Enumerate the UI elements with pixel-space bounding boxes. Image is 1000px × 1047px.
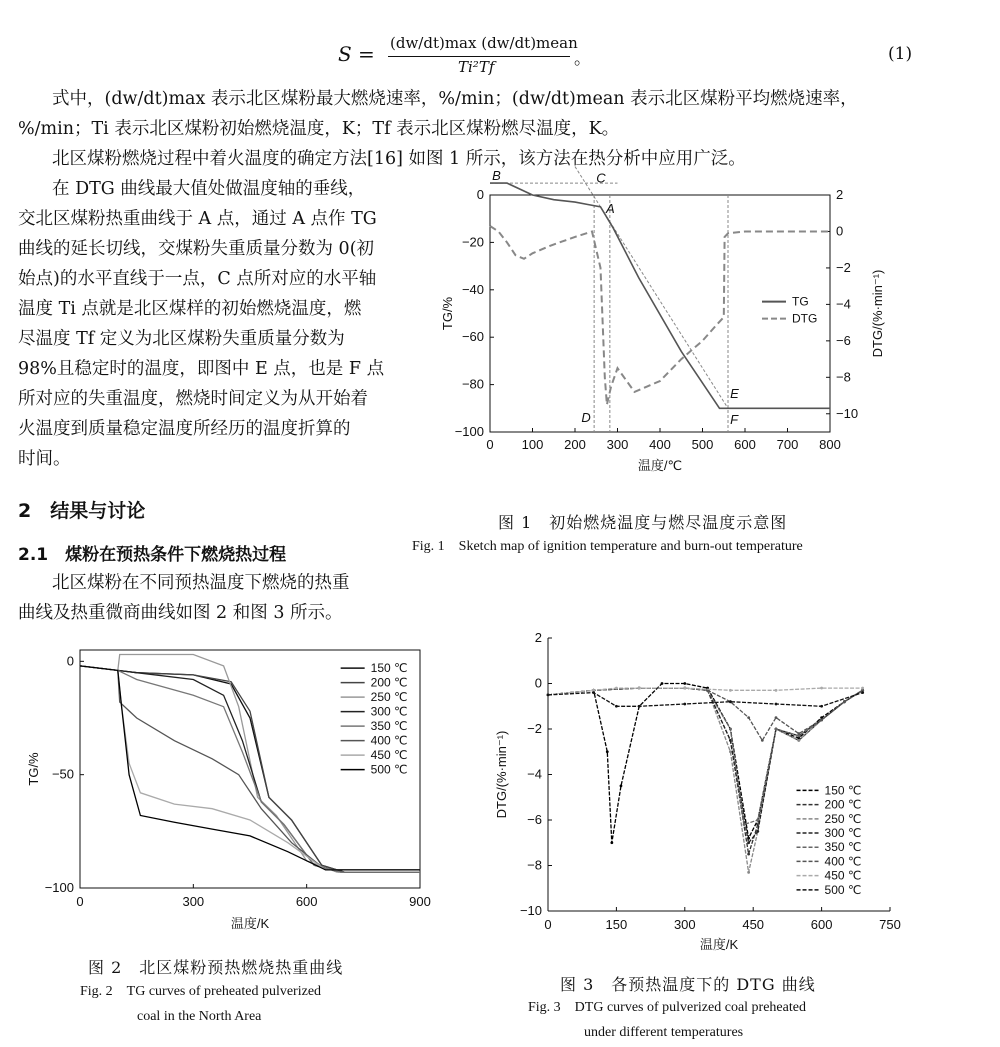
paragraph-3-line: 时间。 [18, 449, 71, 469]
x-tick-label: 900 [409, 894, 431, 909]
figure-1-chart [430, 168, 900, 485]
formula-denominator: Ti²Tf [458, 58, 495, 76]
paragraph-4 [18, 568, 418, 628]
series-line [548, 688, 863, 854]
x-tick-label: 0 [544, 917, 552, 932]
legend-label: 250 ℃ [824, 811, 862, 826]
legend-label: TG [792, 294, 809, 309]
point-label-e: E [730, 386, 739, 402]
series-point [797, 739, 800, 742]
x-tick-label: 100 [521, 437, 544, 452]
x-tick-label: 700 [776, 437, 799, 452]
series-point [615, 705, 618, 708]
y-tick-label: −2 [527, 721, 542, 736]
legend-label: 450 ℃ [370, 748, 408, 763]
y-tick-label-left: −20 [461, 234, 484, 250]
series-point [775, 703, 778, 706]
paragraph-3-line: 98%且稳定时的温度，即图中 E 点，也是 F 点 [18, 359, 385, 379]
y-tick-label: 2 [534, 630, 542, 645]
paragraph-3-line: 所对应的失重温度，燃烧时间定义为从开始着 [18, 389, 368, 409]
point-label-a: A [606, 201, 615, 217]
series-point [729, 700, 732, 703]
y-tick-label: −100 [44, 880, 74, 895]
series-line [548, 688, 863, 843]
legend-label: 350 ℃ [370, 719, 408, 734]
figure-3-caption-en-2: under different temperatures [584, 1025, 744, 1040]
series-point [729, 750, 732, 753]
series-point [683, 682, 686, 685]
y-axis-label: DTG/(%·min⁻¹) [494, 730, 509, 819]
legend-label: 500 ℃ [370, 762, 408, 777]
y-tick-label-left: −80 [461, 376, 484, 392]
series-point [861, 691, 864, 694]
x-tick-label: 150 [605, 917, 628, 932]
y-tick-label-left: 0 [476, 187, 484, 202]
legend-label: 150 ℃ [824, 783, 862, 798]
x-tick-label: 600 [810, 917, 833, 932]
series-point [797, 732, 800, 735]
paragraph-1b: %/min；Ti 表示北区煤粉初始燃烧温度，K；Tf 表示北区煤粉燃尽温度，K。 [18, 119, 620, 139]
y-tick-label-left: −40 [461, 281, 484, 297]
point-label-c: C [596, 170, 606, 186]
figure-3-chart [490, 630, 910, 955]
x-tick-label: 600 [295, 894, 318, 909]
x-tick-label: 600 [734, 437, 756, 452]
series-point [729, 728, 732, 731]
paragraph-3-line: 始点)的水平直线于一点，C 点所对应的水平轴 [18, 269, 377, 289]
y-tick-label-right: −4 [836, 296, 851, 312]
paragraph-3-line: 火温度到质量稳定温度所经历的温度折算的 [18, 419, 351, 439]
y-tick-label: −6 [527, 812, 542, 827]
figure-1-caption-en: Fig. 1 Sketch map of ignition temperature and burn-out temperature [412, 539, 803, 554]
y-tick-label-left: −60 [461, 329, 484, 345]
y-tick-label: 0 [66, 653, 74, 669]
legend-label: 300 ℃ [824, 826, 862, 841]
paragraph-1a: 式中，(dw/dt)max 表示北区煤粉最大燃烧速率，%/min；(dw/dt)mean 表示北区煤粉平均燃烧速率， [52, 89, 858, 109]
y-tick-label: −50 [51, 766, 74, 782]
series-point [606, 750, 609, 753]
series-point [761, 739, 764, 742]
series-point [775, 689, 778, 692]
legend-label: 500 ℃ [824, 882, 862, 897]
formula-lhs: S = [338, 42, 375, 66]
x-tick-label: 300 [182, 894, 205, 909]
series-point [775, 728, 778, 731]
x-tick-label: 750 [879, 917, 901, 932]
series-point [729, 689, 732, 692]
x-axis-label: 温度/K [699, 937, 739, 952]
paragraph-3-line: 尽温度 Tf 定义为北区煤粉失重质量分数为 [18, 329, 345, 349]
figure-2-chart [20, 640, 440, 940]
point-label-d: D [581, 409, 591, 425]
series-line [548, 688, 863, 872]
legend-label: 150 ℃ [370, 661, 408, 676]
paragraph-2: 北区煤粉燃烧过程中着火温度的确定方法[16] 如图 1 所示，该方法在热分析中应用广泛。 [52, 149, 746, 169]
legend-label: 200 ℃ [370, 675, 408, 690]
figure-1-caption-cn: 图 1 初始燃烧温度与燃尽温度示意图 [498, 513, 788, 532]
y-tick-label-left: −100 [454, 424, 484, 439]
series-line-tg [490, 183, 830, 408]
legend-label: 250 ℃ [370, 690, 408, 705]
series-point [775, 716, 778, 719]
series-point [820, 687, 823, 690]
formula [338, 36, 958, 86]
x-axis-label: 温度/K [230, 916, 270, 931]
legend-label: 400 ℃ [370, 733, 408, 748]
series-point [820, 705, 823, 708]
series-point [615, 687, 618, 690]
point-label-b: B [492, 168, 501, 184]
y-tick-label: −10 [519, 903, 542, 918]
y-tick-label-right: −2 [836, 259, 851, 275]
legend-label: 450 ℃ [824, 868, 862, 883]
legend-label: 350 ℃ [824, 840, 862, 855]
x-tick-label: 800 [819, 437, 841, 452]
paragraph-3-line: 温度 Ti 点就是北区煤样的初始燃烧温度，燃 [18, 299, 362, 319]
formula-numerator: (dw/dt)max (dw/dt)mean [390, 34, 578, 52]
formula-end: 。 [574, 49, 591, 69]
series-point [743, 823, 746, 826]
y-axis-label: TG/% [26, 752, 41, 786]
y-tick-label-right: −10 [836, 405, 859, 421]
fraction-bar [388, 56, 570, 57]
y-axis-label-left: TG/% [440, 296, 455, 331]
series-point [843, 700, 846, 703]
legend-label: 200 ℃ [824, 797, 862, 812]
figure-2-caption-en-1: Fig. 2 TG curves of preheated pulverized [80, 984, 322, 999]
paragraph-3-line: 交北区煤粉热重曲线于 A 点，通过 A 点作 TG [18, 209, 377, 229]
series-point [661, 682, 664, 685]
series-point [861, 687, 864, 690]
figure-3-caption-cn: 图 3 各预热温度下的 DTG 曲线 [560, 975, 816, 994]
x-tick-label: 300 [606, 437, 629, 452]
paragraph-4-line: 北区煤粉在不同预热温度下燃烧的热重 [52, 573, 350, 593]
series-point [747, 853, 750, 856]
subsection-title: 2.1 煤粉在预热条件下燃烧热过程 [18, 545, 287, 565]
legend-label: 300 ℃ [370, 704, 408, 719]
x-tick-label: 300 [673, 917, 696, 932]
paragraph-3-line: 在 DTG 曲线最大值处做温度轴的垂线， [52, 179, 366, 199]
y-axis-label-right: DTG/(%·min⁻¹) [870, 269, 885, 358]
point-label-f: F [730, 412, 739, 428]
x-tick-label: 500 [691, 437, 714, 452]
series-point [592, 691, 595, 694]
legend-label: 400 ℃ [824, 854, 862, 869]
y-tick-label: −8 [527, 857, 542, 873]
x-tick-label: 0 [76, 894, 84, 909]
legend-label: DTG [792, 311, 818, 326]
series-point [756, 819, 759, 822]
tangent-line [575, 167, 728, 409]
y-tick-label-right: 2 [836, 187, 844, 202]
figure-2-caption-en-2: coal in the North Area [137, 1009, 262, 1024]
series-point [547, 693, 550, 696]
x-tick-label: 0 [486, 437, 494, 452]
series-point [747, 871, 750, 874]
figure-3-caption-en-1: Fig. 3 DTG curves of pulverized coal preheated [528, 1000, 806, 1015]
series-point [683, 687, 686, 690]
series-point [747, 716, 750, 719]
series-point [820, 719, 823, 722]
series-point [683, 703, 686, 706]
paragraph-3 [18, 174, 418, 474]
series-point [610, 841, 613, 844]
x-tick-label: 450 [742, 917, 765, 932]
figure-2-caption-cn: 图 2 北区煤粉预热燃烧热重曲线 [88, 958, 344, 977]
paragraph-3-line: 曲线的延长切线，交煤粉失重质量分数为 0(初 [18, 239, 375, 259]
y-tick-label: 0 [534, 675, 542, 691]
y-tick-label-right: −8 [836, 369, 851, 385]
series-point [638, 705, 641, 708]
section-title: 2 结果与讨论 [18, 500, 146, 522]
series-point [638, 687, 641, 690]
x-axis-label: 温度/℃ [637, 458, 683, 473]
equation-number: (1) [888, 44, 913, 64]
paragraph-4-line: 曲线及热重微商曲线如图 2 和图 3 所示。 [18, 603, 343, 623]
series-line [80, 666, 420, 870]
x-tick-label: 400 [649, 437, 671, 452]
series-point [747, 841, 750, 844]
x-tick-label: 200 [564, 437, 586, 452]
y-tick-label-right: −6 [836, 332, 851, 348]
series-point [620, 784, 623, 787]
y-tick-label-right: 0 [836, 223, 844, 239]
y-tick-label: −4 [527, 766, 542, 782]
series-point [756, 830, 759, 833]
